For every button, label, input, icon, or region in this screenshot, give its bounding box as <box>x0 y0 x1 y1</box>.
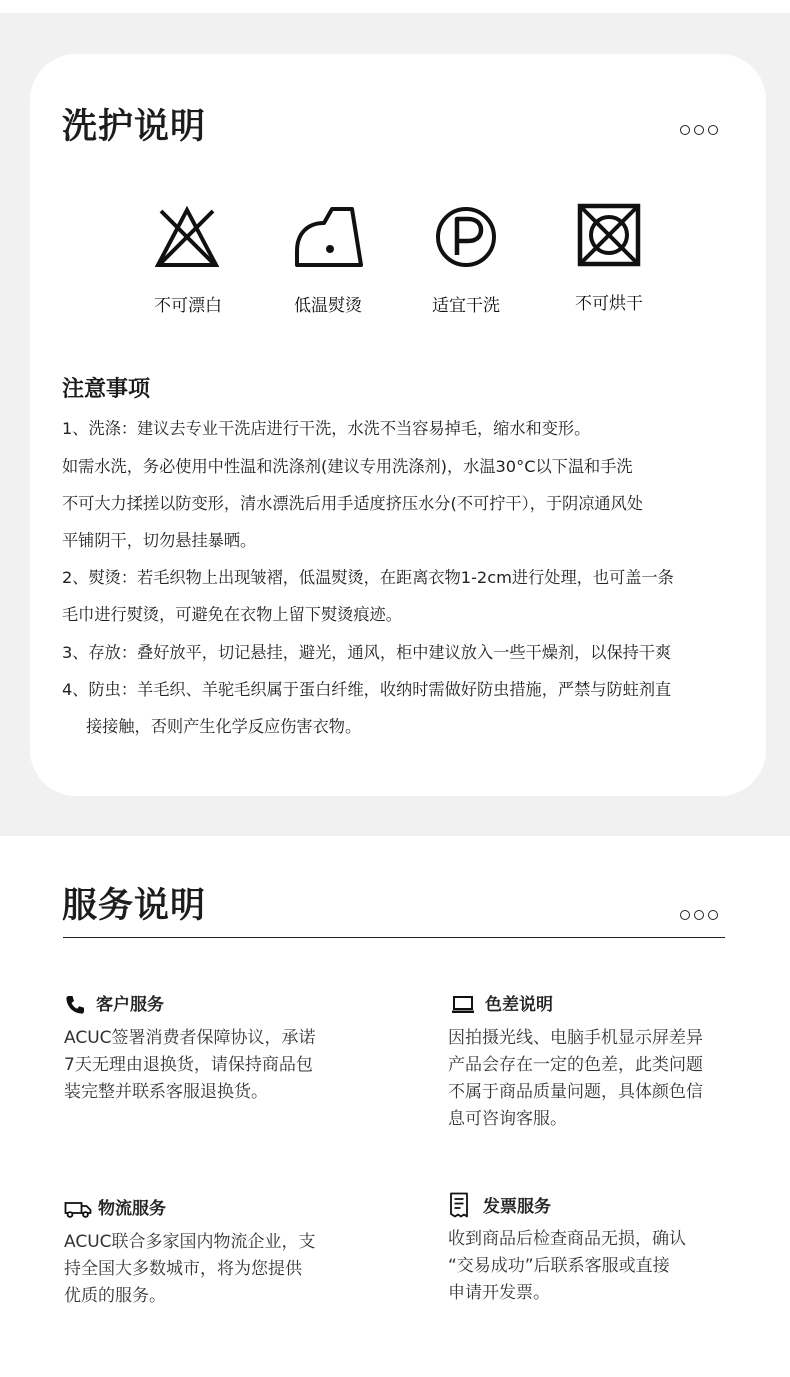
note-line: 接接触，否则产生化学反应伤害衣物。 <box>86 717 362 736</box>
service-item-color <box>451 994 553 1016</box>
invoice-icon <box>449 1192 469 1218</box>
note-line: 如需水洗，务必使用中性温和洗涤剂(建议专用洗涤剂)，水温30°C以下温和手洗 <box>62 457 633 476</box>
dry-clean-p-icon <box>434 205 498 269</box>
note-line: 4、防虫：羊毛织、羊驼毛织属于蛋白纤维，收纳时需做好防虫措施，严禁与防蛀剂直 <box>62 680 672 699</box>
service-divider <box>63 937 725 938</box>
laptop-icon <box>451 995 475 1015</box>
service-text: 装完整并联系客服退换货。 <box>64 1082 268 1102</box>
care-title: 洗护说明 <box>62 107 207 147</box>
service-text: 优质的服务。 <box>64 1286 166 1306</box>
more-dots-icon <box>680 125 718 135</box>
service-title: 服务说明 <box>62 886 207 926</box>
service-item-title: 客户服务 <box>96 995 164 1015</box>
service-text: ACUC签署消费者保障协议，承诺 <box>64 1028 316 1048</box>
more-dots-icon <box>680 910 718 920</box>
low-iron-icon <box>294 205 364 269</box>
truck-icon <box>64 1199 92 1219</box>
service-item-title: 物流服务 <box>98 1199 166 1219</box>
care-label: 适宜干洗 <box>432 296 500 316</box>
service-text: ACUC联合多家国内物流企业，支 <box>64 1232 316 1252</box>
service-text: 不属于商品质量问题，具体颜色信 <box>448 1082 703 1102</box>
service-text: 申请开发票。 <box>448 1283 550 1303</box>
service-text: 息可咨询客服。 <box>448 1109 567 1129</box>
care-label: 不可漂白 <box>154 296 222 316</box>
service-text: 持全国大多数城市，将为您提供 <box>64 1259 302 1279</box>
service-text: 因拍摄光线、电脑手机显示屏差异 <box>448 1028 703 1048</box>
note-line: 不可大力揉搓以防变形，清水漂洗后用手适度挤压水分(不可拧干），于阴凉通风处 <box>62 494 643 513</box>
note-line: 3、存放：叠好放平，切记悬挂，避光，通风，柜中建议放入一些干燥剂，以保持干爽 <box>62 643 672 662</box>
care-label: 不可烘干 <box>575 294 643 314</box>
no-tumble-dry-icon <box>577 203 641 267</box>
service-item-logistics <box>64 1198 166 1220</box>
top-divider <box>0 0 790 13</box>
notes-title: 注意事项 <box>62 377 151 402</box>
service-text: 收到商品后检查商品无损，确认 <box>448 1229 686 1249</box>
phone-icon <box>64 994 86 1016</box>
service-item-customer <box>64 994 164 1016</box>
service-text: “交易成功”后联系客服或直接 <box>448 1256 670 1276</box>
no-bleach-icon <box>155 205 219 269</box>
service-item-title: 色差说明 <box>485 995 553 1015</box>
note-line: 2、熨烫：若毛织物上出现皱褶，低温熨烫，在距离衣物1-2cm进行处理，也可盖一条 <box>62 568 674 587</box>
service-text: 7天无理由退换货，请保持商品包 <box>64 1055 313 1075</box>
service-item-invoice <box>449 1192 551 1218</box>
service-text: 产品会存在一定的色差，此类问题 <box>448 1055 703 1075</box>
note-line: 平铺阴干，切勿悬挂暴晒。 <box>62 531 257 550</box>
note-line: 1、洗涤：建议去专业干洗店进行干洗，水洗不当容易掉毛，缩水和变形。 <box>62 419 591 438</box>
service-item-title: 发票服务 <box>483 1197 551 1217</box>
care-label: 低温熨烫 <box>294 296 362 316</box>
note-line: 毛巾进行熨烫，可避免在衣物上留下熨烫痕迹。 <box>62 605 402 624</box>
